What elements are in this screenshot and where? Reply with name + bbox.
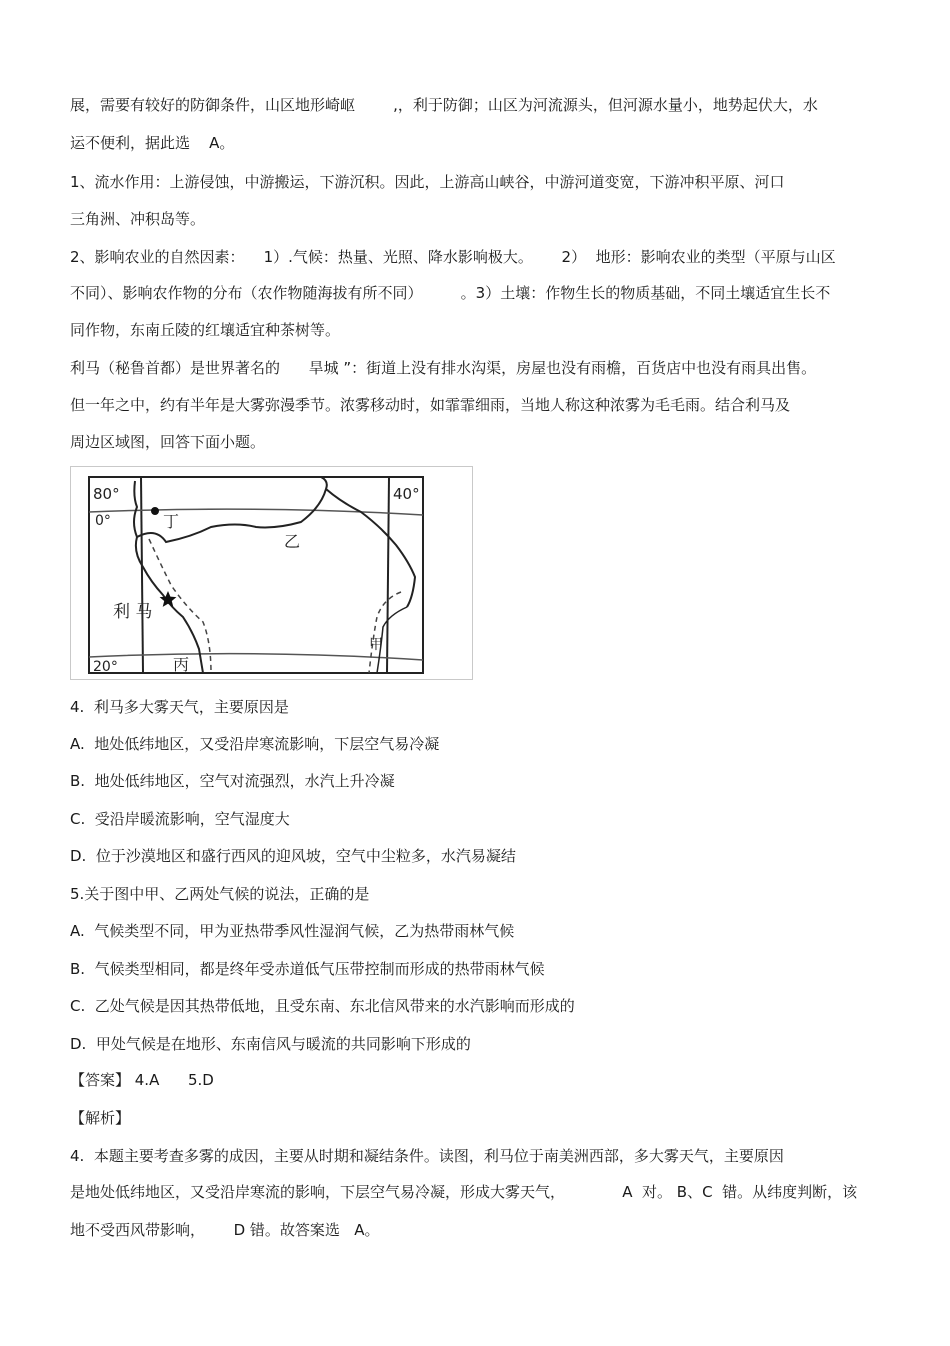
label-bing: 丙 — [173, 655, 190, 674]
equator-line — [89, 509, 423, 515]
text-line: 周边区域图，回答下面小题。 — [70, 433, 266, 451]
label-lon-80: 80° — [93, 485, 120, 503]
brazil-current — [369, 592, 401, 673]
label-lon-40: 40° — [393, 485, 420, 503]
meridian-80 — [141, 477, 143, 673]
explanation-line: 地不受西风带影响， D 错。故答案选 A。 — [70, 1221, 380, 1239]
north-coastline — [326, 489, 415, 607]
text-line: 2、影响农业的自然因素： 1）.气候：热量、光照、降水影响极大。 2） 地形：影响农业的类型（平原与山区 — [70, 248, 836, 266]
text-line: 不同）、影响农作物的分布（农作物随海拔有所不同） 。3）土壤：作物生长的物质基础，不同土壤适宜生长不 — [70, 284, 831, 302]
text-line: 运不便利，据此选 A。 — [70, 134, 235, 152]
option-4a: A. 地处低纬地区，又受沿岸寒流影响，下层空气易冷凝 — [70, 735, 440, 753]
text-line: 展，需要有较好的防御条件，山区地形崎岖 ,，利于防御；山区为河流源头，但河源水量小，地势起伏大，水 — [70, 96, 818, 114]
option-5d: D. 甲处气候是在地形、东南信风与暖流的共同影响下形成的 — [70, 1035, 471, 1053]
lima-region-map — [70, 466, 473, 680]
option-4d: D. 位于沙漠地区和盛行西风的迎风坡，空气中尘粒多，水汽易凝结 — [70, 847, 516, 865]
text-line: 同作物，东南丘陵的红壤适宜种茶树等。 — [70, 321, 341, 339]
option-5a: A. 气候类型不同，甲为亚热带季风性湿润气候，乙为热带雨林气候 — [70, 922, 515, 940]
explanation-line: 是地处低纬地区，又受沿岸寒流的影响，下层空气易冷凝，形成大雾天气， A 对。 B、C 错。从纬度判断，该 — [70, 1183, 858, 1201]
label-lat-0: 0° — [95, 513, 111, 529]
option-4c: C. 受沿岸暖流影响，空气湿度大 — [70, 810, 290, 828]
option-5c: C. 乙处气候是因其热带低地，且受东南、东北信风带来的水汽影响而形成的 — [70, 997, 575, 1015]
option-5b: B. 气候类型相同，都是终年受赤道低气压带控制而形成的热带雨林气候 — [70, 960, 545, 978]
text-line: 利马（秘鲁首都）是世界著名的 旱城 ”：街道上没有排水沟渠，房屋也没有雨檐，百货店中也没有雨具出售。 — [70, 359, 817, 377]
explanation-line: 4. 本题主要考查多雾的成因，主要从时期和凝结条件。读图，利马位于南美洲西部，多大雾天气，主要原因 — [70, 1147, 784, 1165]
label-yi: 乙 — [284, 532, 301, 551]
question-5: 5.关于图中甲、乙两处气候的说法，正确的是 — [70, 885, 370, 903]
question-4: 4. 利马多大雾天气，主要原因是 — [70, 698, 289, 716]
text-line: 三角洲、冲积岛等。 — [70, 210, 206, 228]
meridian-40 — [387, 477, 389, 673]
option-4b: B. 地处低纬地区，空气对流强烈，水汽上升冷凝 — [70, 772, 395, 790]
text-line: 1、流水作用：上游侵蚀，中游搬运，下游沉积。因此，上游高山峡谷，中游河道变宽，下游冲积平原、河口 — [70, 173, 785, 191]
label-jia: 甲 — [369, 637, 383, 653]
parallel-20s — [89, 654, 423, 660]
label-lima: 利 马 — [113, 602, 153, 622]
label-lat-20: 20° — [93, 659, 118, 675]
answer-line: 【答案】 4.A 5.D — [70, 1071, 214, 1089]
label-ding: 丁 — [163, 512, 180, 531]
text-line: 但一年之中，约有半年是大雾弥漫季节。浓雾移动时，如霏霏细雨，当地人称这种浓雾为毛毛雨。结合利马及 — [70, 396, 791, 414]
ding-point-icon — [151, 507, 159, 515]
map-drawing — [71, 467, 474, 681]
analysis-heading: 【解析】 — [70, 1109, 131, 1127]
peru-current — [149, 539, 211, 673]
